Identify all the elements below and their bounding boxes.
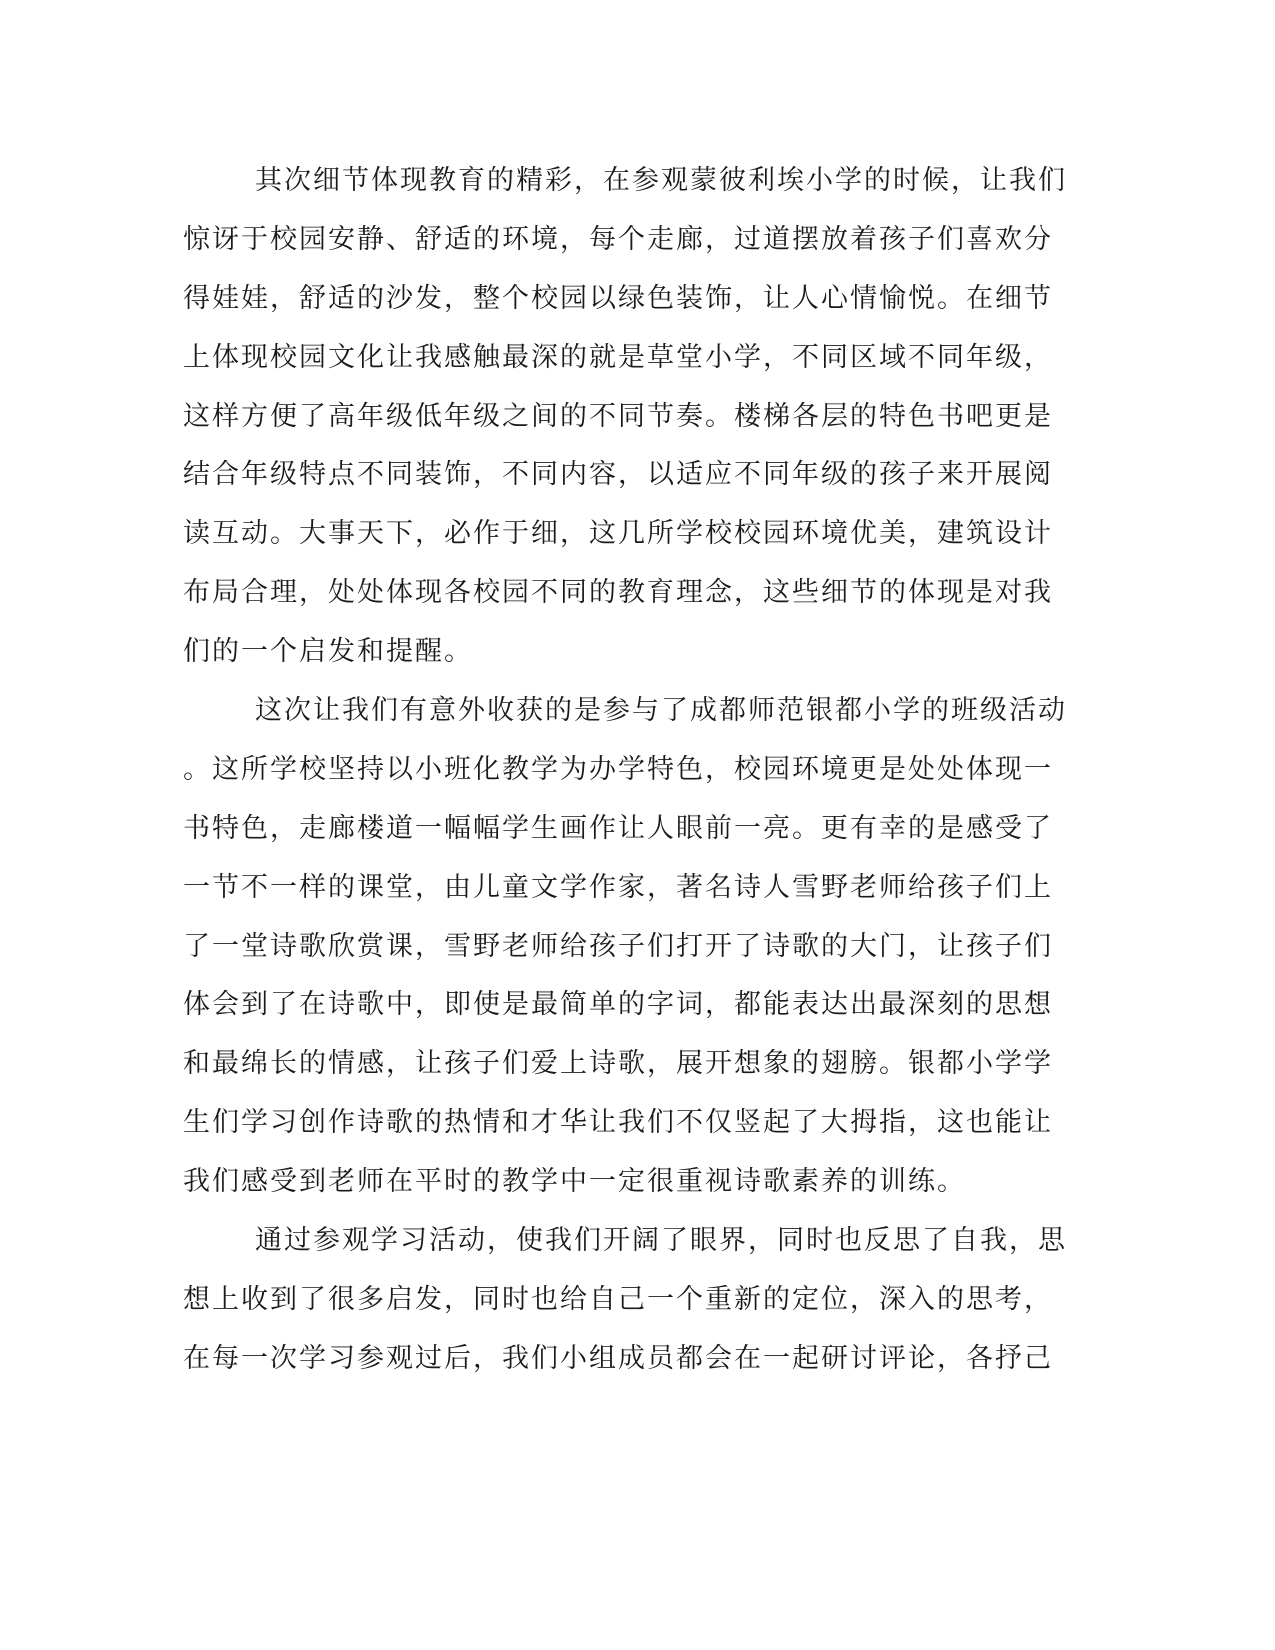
text-line: 们的一个启发和提醒。 (183, 636, 473, 668)
text-line: 这次让我们有意外收获的是参与了成都师范银都小学的班级活动 (255, 695, 1067, 727)
text-line: 。这所学校坚持以小班化教学为办学特色，校园环境更是处处体现一 (183, 753, 1053, 785)
text-line: 在每一次学习参观过后，我们小组成员都会在一起研讨评论，各抒己 (183, 1342, 1053, 1374)
text-line: 惊讶于校园安静、舒适的环境，每个走廊，过道摆放着孩子们喜欢分 (183, 223, 1053, 255)
text-line: 得娃娃，舒适的沙发，整个校园以绿色装饰，让人心情愉悦。在细节 (183, 282, 1053, 314)
text-line: 其次细节体现教育的精彩，在参观蒙彼利埃小学的时候，让我们 (255, 165, 1067, 196)
text-line: 这样方便了高年级低年级之间的不同节奏。楼梯各层的特色书吧更是 (183, 400, 1053, 432)
text-line: 和最绵长的情感，让孩子们爱上诗歌，展开想象的翅膀。银都小学学 (183, 1048, 1053, 1080)
body-text (183, 152, 1067, 1389)
paragraph-class-activity (183, 682, 1067, 1212)
text-line: 通过参观学习活动，使我们开阔了眼界，同时也反思了自我，思 (255, 1225, 1067, 1257)
text-line: 生们学习创作诗歌的热情和才华让我们不仅竖起了大拇指，这也能让 (183, 1107, 1053, 1139)
text-line: 上体现校园文化让我感触最深的就是草堂小学，不同区域不同年级， (183, 341, 1053, 373)
text-line: 布局合理，处处体现各校园不同的教育理念，这些细节的体现是对我 (183, 577, 1053, 609)
paragraph-details (183, 152, 1067, 682)
text-line: 我们感受到老师在平时的教学中一定很重视诗歌素养的训练。 (183, 1166, 966, 1198)
text-line: 体会到了在诗歌中，即使是最简单的字词，都能表达出最深刻的思想 (183, 989, 1053, 1021)
text-line: 想上收到了很多启发，同时也给自己一个重新的定位，深入的思考， (183, 1283, 1053, 1315)
text-line: 结合年级特点不同装饰，不同内容，以适应不同年级的孩子来开展阅 (183, 459, 1053, 491)
paragraph-reflection (183, 1212, 1067, 1389)
text-line: 读互动。大事天下，必作于细，这几所学校校园环境优美，建筑设计 (183, 518, 1053, 550)
text-line: 一节不一样的课堂，由儿童文学作家，著名诗人雪野老师给孩子们上 (183, 871, 1053, 903)
text-line: 了一堂诗歌欣赏课，雪野老师给孩子们打开了诗歌的大门，让孩子们 (183, 930, 1053, 962)
text-line: 书特色，走廊楼道一幅幅学生画作让人眼前一亮。更有幸的是感受了 (183, 812, 1053, 844)
